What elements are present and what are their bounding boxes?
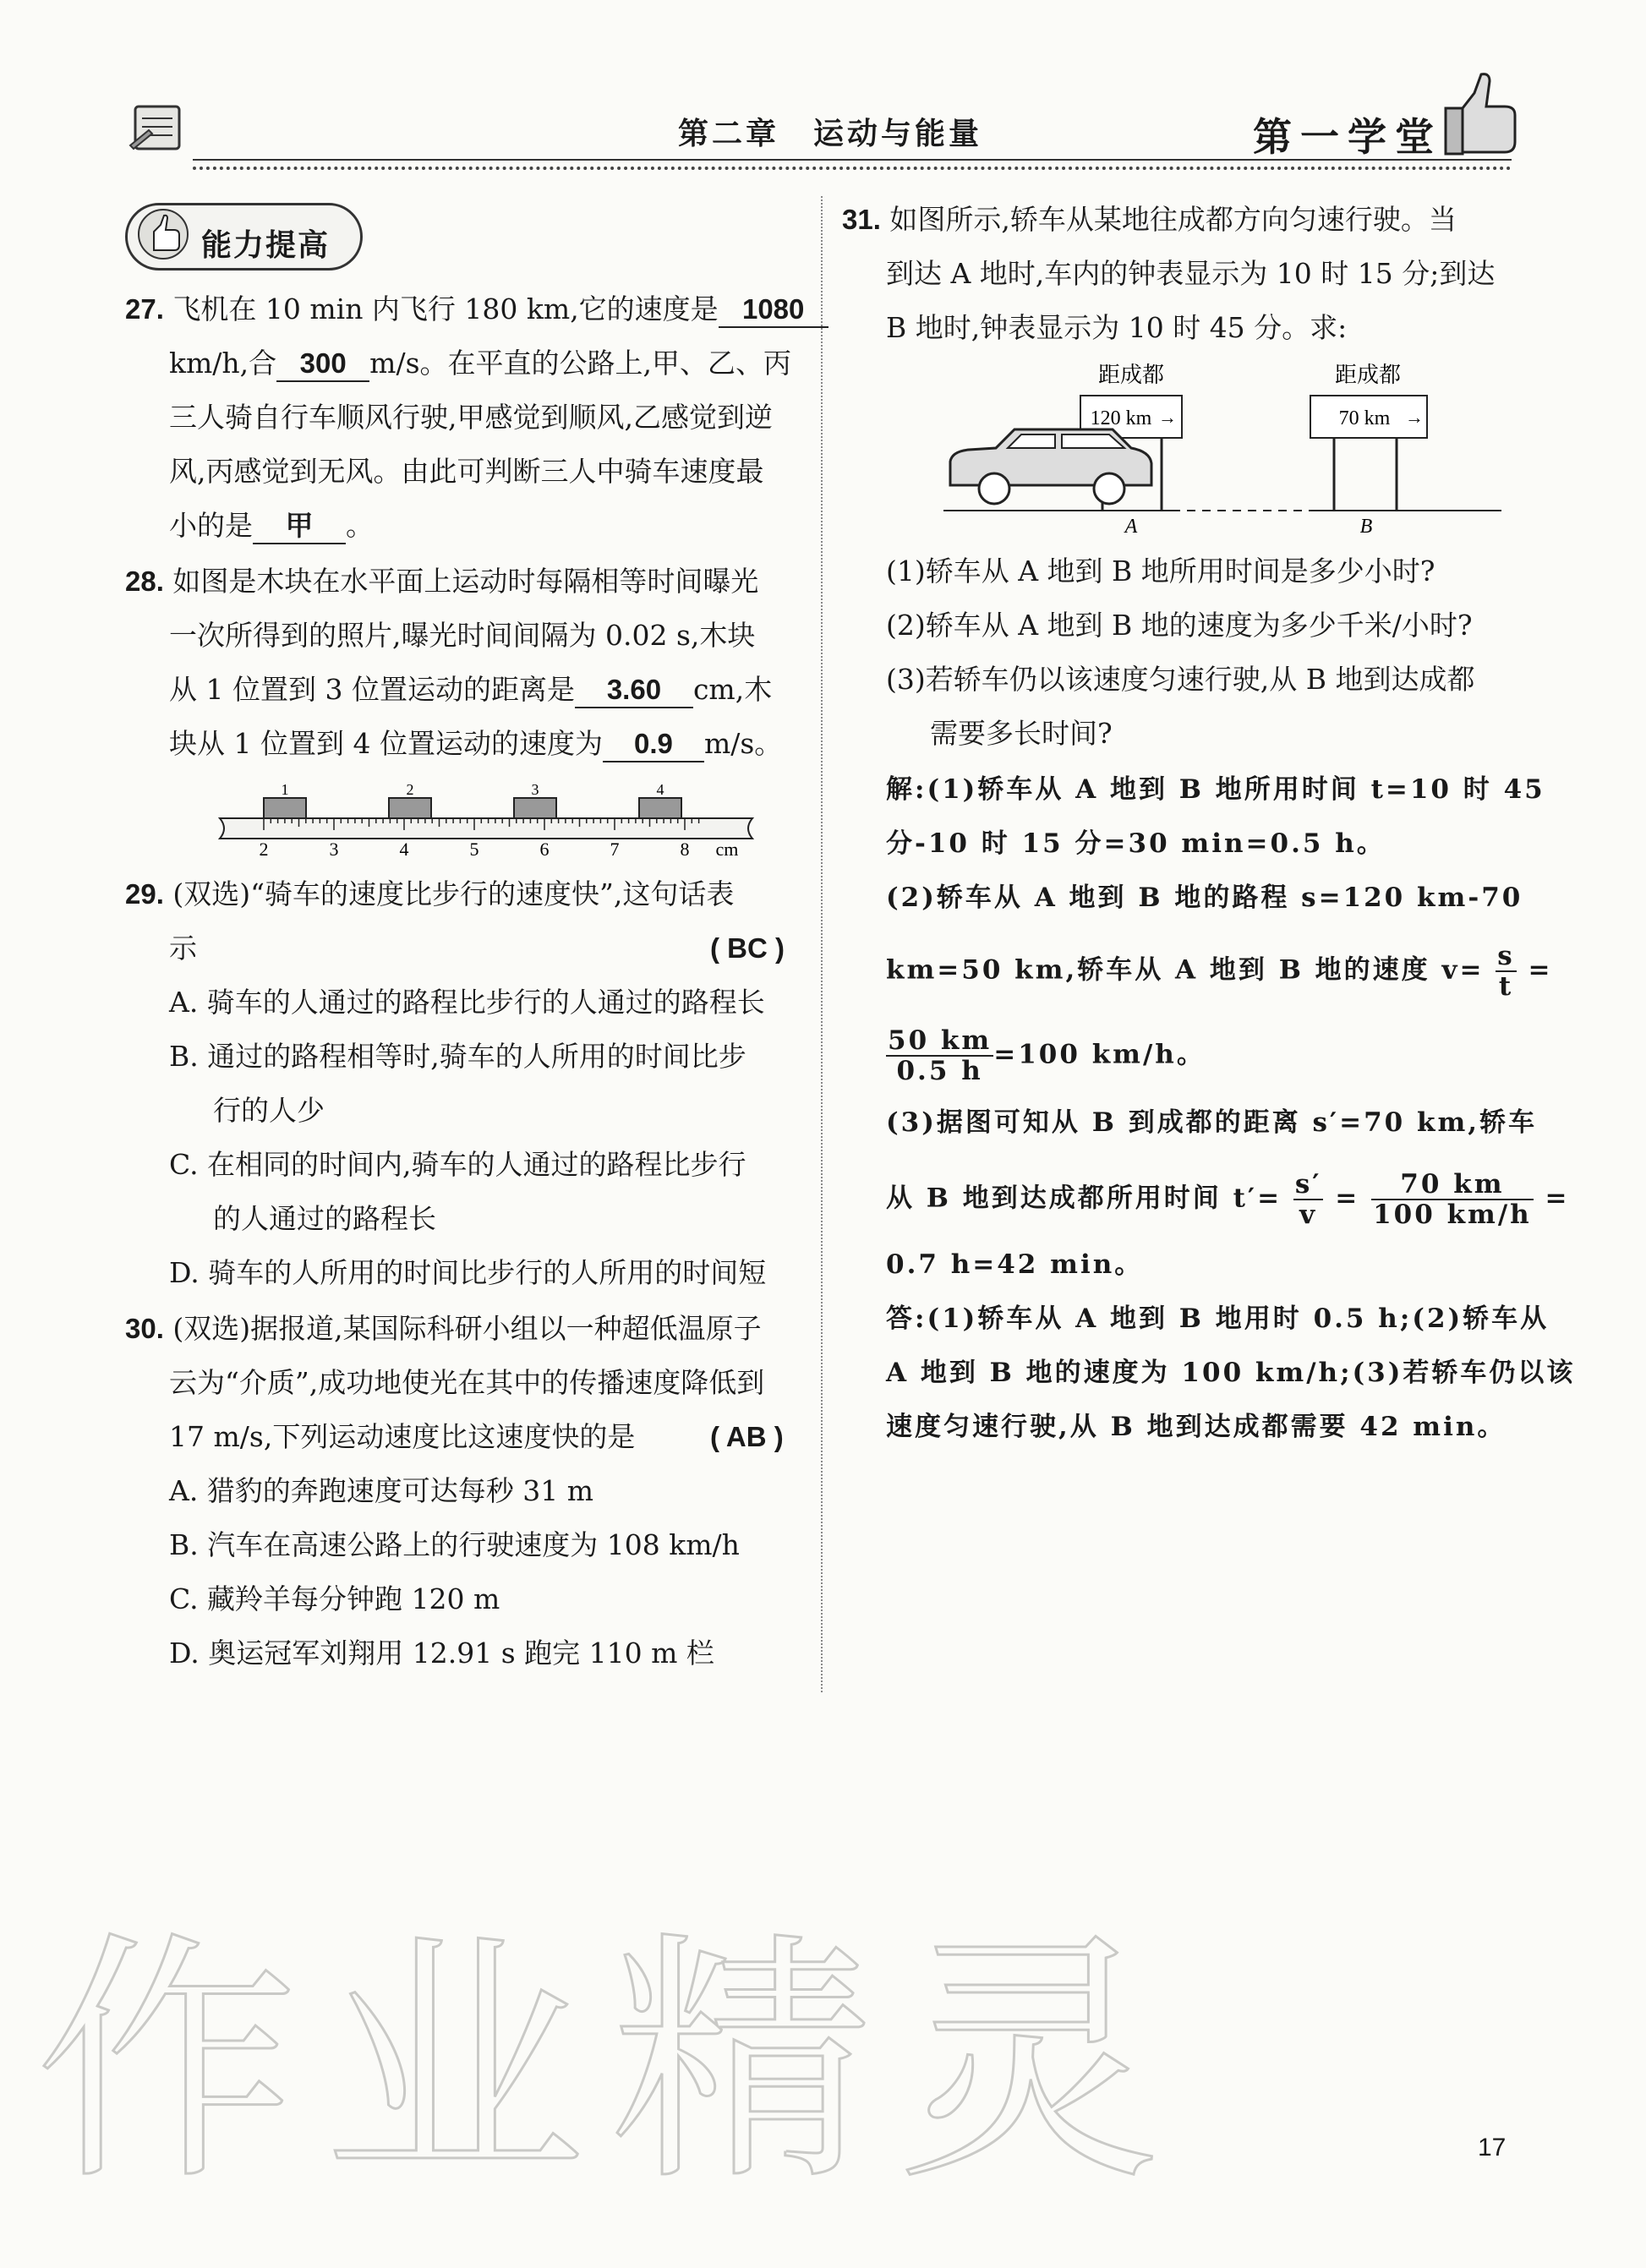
q28-number: 28. xyxy=(125,566,164,597)
q31-sub3: (3)若轿车仍以该速度匀速行驶,从 B 地到达成都 xyxy=(886,663,1475,696)
sign-b-header: 距成都 xyxy=(1334,363,1402,387)
q28-line2: 一次所得到的照片,曝光时间间隔为 0.02 s,木块 xyxy=(169,619,756,652)
ruler-figure xyxy=(211,784,761,861)
block-label-2: 2 xyxy=(406,784,414,798)
solution-line8: 0.7 h=42 min。 xyxy=(886,1249,1144,1280)
q27-line1: 27. 飞机在 10 min 内飞行 180 km,它的速度是 1080 xyxy=(125,292,828,328)
tick-label-5: 5 xyxy=(469,839,479,860)
header-notebook-icon xyxy=(127,101,186,154)
q31-sub3-cont: 需要多长时间? xyxy=(930,717,1113,750)
q31-line3: B 地时,钟表显示为 10 时 45 分。求: xyxy=(886,311,1348,344)
q27-line3: 三人骑自行车顺风行驶,甲感觉到顺风,乙感觉到逆 xyxy=(169,401,773,434)
q31-sub1: (1)轿车从 A 地到 B 地所用时间是多少小时? xyxy=(886,555,1435,587)
tick-label-8: 8 xyxy=(680,839,690,860)
watermark: 作业精灵 xyxy=(36,1910,1185,2216)
solution-line6: (3)据图可知从 B 到成都的距离 s′=70 km,轿车 xyxy=(886,1107,1538,1138)
q27-line5: 小的是 甲 。 xyxy=(169,509,374,544)
q30-option-a: A. 猎豹的奔跑速度可达每秒 31 m xyxy=(169,1474,594,1507)
solution-line2: 分-10 时 15 分=30 min=0.5 h。 xyxy=(886,828,1386,859)
q30-option-b: B. 汽车在高速公路上的行驶速度为 108 km/h xyxy=(169,1528,740,1561)
car-icon xyxy=(950,429,1151,504)
thumbs-up-icon xyxy=(1437,68,1522,161)
sign-a-arrow: → xyxy=(1158,407,1177,428)
q31-line1: 31. 如图所示,轿车从某地往成都方向匀速行驶。当 xyxy=(842,203,1457,236)
q28-blank-distance: 3.60 xyxy=(575,673,693,708)
q28-blank-speed: 0.9 xyxy=(603,727,704,762)
tick-label-7: 7 xyxy=(610,839,620,860)
header-dotted-rule xyxy=(193,167,1512,170)
q30-line3: 17 m/s,下列运动速度比这速度快的是 xyxy=(169,1420,636,1453)
q31-number: 31. xyxy=(842,204,881,235)
q27-blank-slowest: 甲 xyxy=(253,509,346,544)
q27-blank-speed-kmh: 1080 xyxy=(719,292,828,328)
block-label-3: 3 xyxy=(531,784,539,798)
solution-line1: 解:(1)轿车从 A 地到 B 地所用时间 t=10 时 45 xyxy=(886,774,1545,805)
q28-line3: 从 1 位置到 3 位置运动的距离是 3.60 cm,木 xyxy=(169,673,772,708)
q27-line2: km/h,合 300 m/s。在平直的公路上,甲、乙、丙 xyxy=(169,347,791,382)
sign-a-distance: 120 km xyxy=(1090,407,1152,429)
q31-sub2: (2)轿车从 A 地到 B 地的速度为多少千米/小时? xyxy=(886,609,1473,642)
solution-line4: km=50 km,轿车从 A 地到 B 地的速度 v= $\frac{s}{t}$ = xyxy=(886,941,1553,1002)
q27-line4: 风,丙感觉到无风。由此可判断三人中骑车速度最 xyxy=(169,455,764,488)
answer-line1: 答:(1)轿车从 A 地到 B 地用时 0.5 h;(2)轿车从 xyxy=(886,1303,1550,1334)
q29-option-d: D. 骑车的人所用的时间比步行的人所用的时间短 xyxy=(169,1256,767,1289)
chapter-title: 第二章 运动与能量 xyxy=(678,116,983,151)
ruler-unit: cm xyxy=(715,839,739,860)
badge-thumbs-icon xyxy=(137,206,189,262)
q29-option-b: B. 通过的路程相等时,骑车的人所用的时间比步 xyxy=(169,1040,746,1073)
block-1 xyxy=(264,798,306,818)
car-signs-figure xyxy=(943,358,1501,541)
fraction-50km-over-05h: $\frac{50 km}{0.5 h}$ xyxy=(888,1025,993,1086)
block-label-4: 4 xyxy=(656,784,664,798)
q29-option-c-cont: 的人通过的路程长 xyxy=(213,1202,436,1235)
fraction-s-prime-over-v: $\frac{s'}{v}$ xyxy=(1294,1169,1322,1230)
tick-label-4: 4 xyxy=(399,839,409,860)
header-rule xyxy=(193,159,1512,161)
q29-answer: ( BC ) xyxy=(710,932,785,964)
q29-option-c: C. 在相同的时间内,骑车的人通过的路程比步行 xyxy=(169,1148,746,1181)
sign-a-header: 距成都 xyxy=(1097,363,1165,387)
answer-line2: A 地到 B 地的速度为 100 km/h;(3)若轿车仍以该 xyxy=(886,1358,1576,1388)
q30-line1: 30. (双选)据报道,某国际科研小组以一种超低温原子 xyxy=(125,1312,762,1345)
q28-line1: 28. 如图是木块在水平面上运动时每隔相等时间曝光 xyxy=(125,565,759,598)
q30-option-d: D. 奥运冠军刘翔用 12.91 s 跑完 110 m 栏 xyxy=(169,1637,714,1670)
label-b: B xyxy=(1359,516,1373,538)
q29-line1: 29. (双选)“骑车的速度比步行的速度快”,这句话表 xyxy=(125,877,735,910)
q30-number: 30. xyxy=(125,1313,164,1344)
block-2 xyxy=(389,798,431,818)
q29-line2: 示 xyxy=(169,932,197,965)
q30-line2: 云为“介质”,成功地使光在其中的传播速度降低到 xyxy=(169,1366,765,1399)
solution-line7: 从 B 地到达成都所用时间 t′= $\frac{s'}{v}$ = $\frac{70 km}{100 km/h}$ = xyxy=(886,1169,1570,1230)
q28-line4: 块从 1 位置到 4 位置运动的速度为 0.9 m/s。 xyxy=(169,727,782,762)
q29-option-a: A. 骑车的人通过的路程比步行的人通过的路程长 xyxy=(169,986,765,1019)
block-4 xyxy=(639,798,681,818)
tick-label-6: 6 xyxy=(539,839,550,860)
solution-line3: (2)轿车从 A 地到 B 地的路程 s=120 km-70 xyxy=(886,883,1523,913)
answer-line3: 速度匀速行驶,从 B 地到达成都需要 42 min。 xyxy=(886,1412,1507,1442)
label-a: A xyxy=(1124,516,1138,538)
column-divider xyxy=(821,196,823,1692)
tick-label-3: 3 xyxy=(329,839,339,860)
fraction-70km-over-100kmh: $\frac{70 km}{100 km/h}$ xyxy=(1373,1169,1532,1230)
q31-line2: 到达 A 地时,车内的钟表显示为 10 时 15 分;到达 xyxy=(886,257,1496,290)
sign-b-arrow: → xyxy=(1405,407,1424,428)
q30-answer: ( AB ) xyxy=(710,1421,784,1452)
block-label-1: 1 xyxy=(281,784,289,798)
tick-label-2: 2 xyxy=(259,839,269,860)
solution-line5: $\frac{50 km}{0.5 h}$ =100 km/h。 xyxy=(888,1025,1206,1086)
page-number: 17 xyxy=(1478,2134,1507,2161)
q29-number: 29. xyxy=(125,878,164,910)
block-3 xyxy=(514,798,556,818)
q27-number: 27. xyxy=(125,293,164,325)
section-badge-label: 能力提高 xyxy=(201,228,331,263)
brand-title: 第一学堂 xyxy=(1253,114,1442,160)
q29-option-b-cont: 行的人少 xyxy=(213,1094,325,1127)
q30-option-c: C. 藏羚羊每分钟跑 120 m xyxy=(169,1582,500,1615)
q27-blank-speed-ms: 300 xyxy=(276,347,369,382)
fraction-s-over-t: $\frac{s}{t}$ xyxy=(1497,941,1515,1002)
sign-b-distance: 70 km xyxy=(1338,407,1391,429)
